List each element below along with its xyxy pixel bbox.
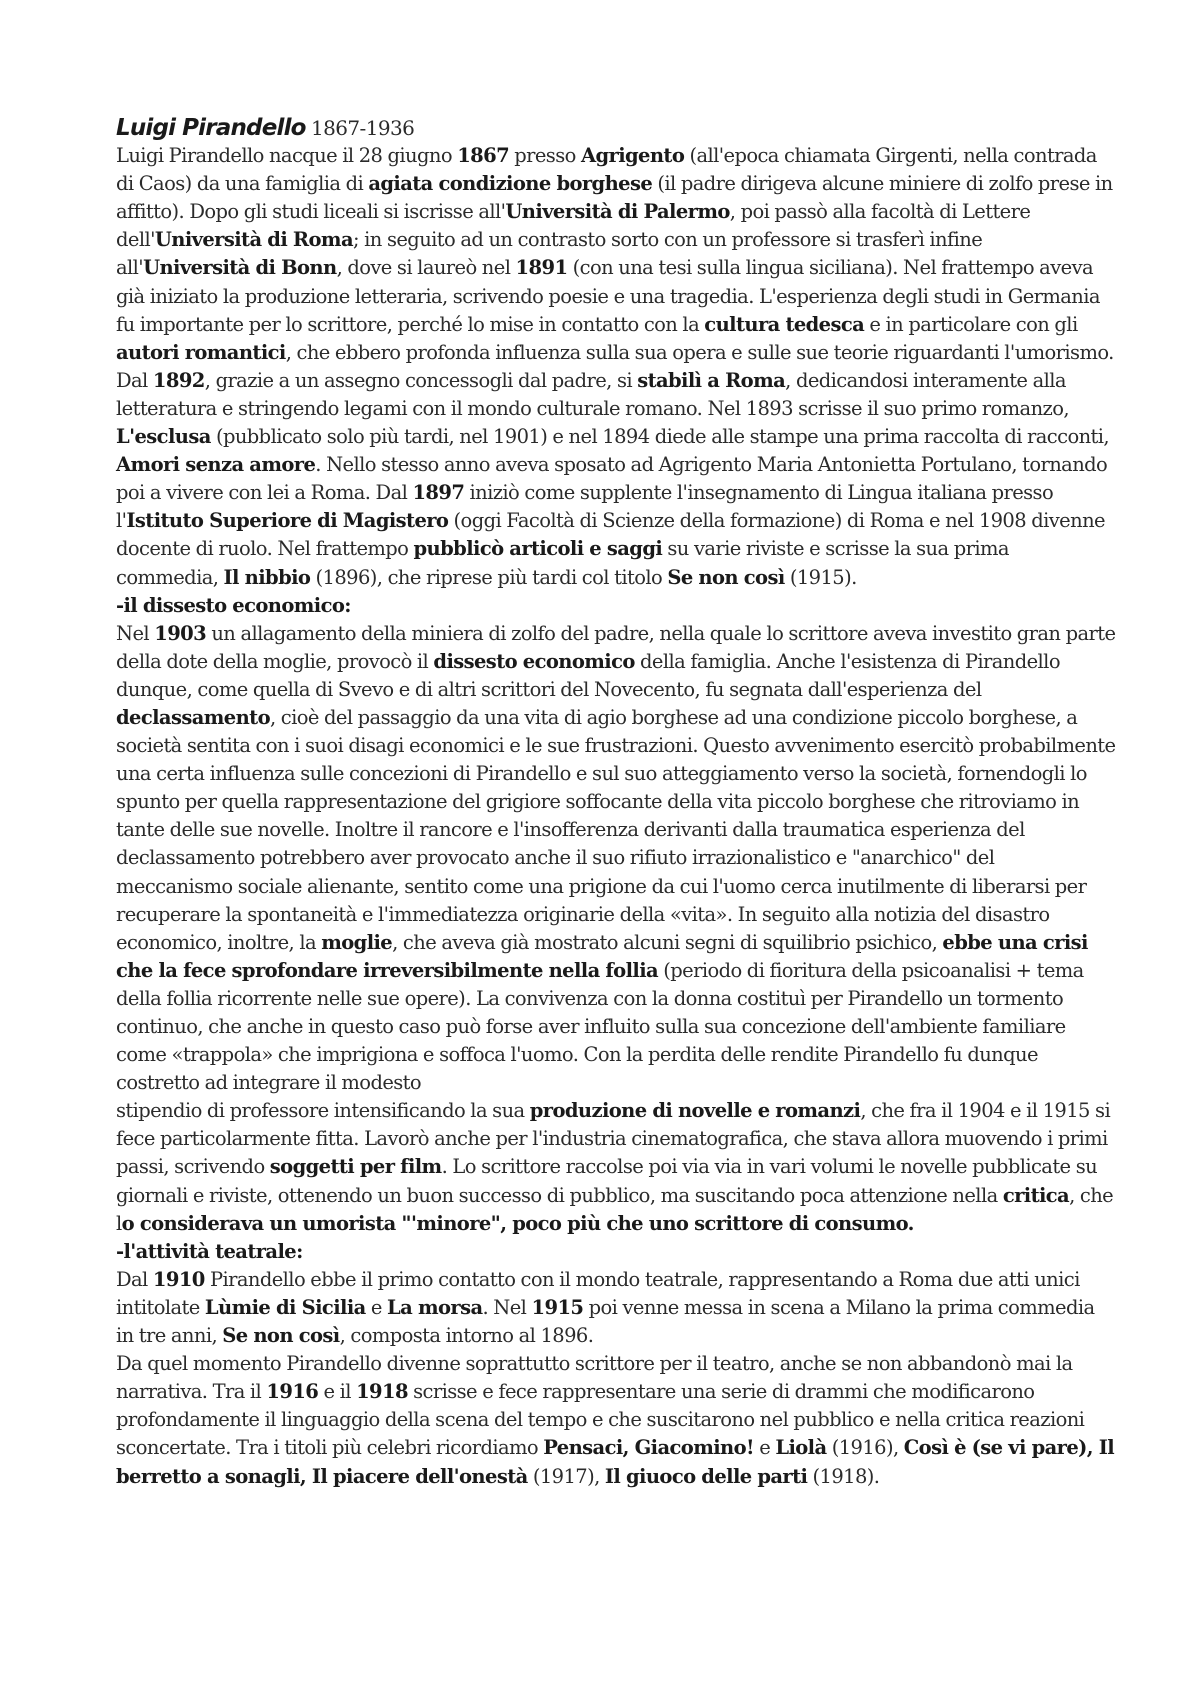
- text-run: , composta intorno al 1896.: [339, 1324, 594, 1348]
- title-line: [116, 114, 1116, 142]
- document-page: [116, 114, 1116, 1491]
- text-run: e in particolare con gli: [864, 312, 1078, 336]
- bold-text: produzione di novelle e romanzi: [529, 1099, 861, 1123]
- bold-text: pubblicò articoli e saggi: [413, 537, 663, 561]
- text-run: scrisse e fece rappresentare una serie di drammi che modificarono profondamente il linguaggio della scena del tempo e che suscitarono nel pubblico e nella critica reazioni sconcertate. Tra i titoli più celebri ricordiamo: [116, 1380, 1085, 1460]
- text-run: ; in seguito ad un contrasto sorto con un professore si trasferì infine all': [116, 228, 983, 280]
- bold-text: critica: [1002, 1183, 1070, 1207]
- bold-text: 1892: [152, 368, 205, 392]
- bold-text: stabilì a Roma: [637, 368, 786, 392]
- bold-text: Pensaci, Giacomino!: [543, 1436, 754, 1460]
- bold-text: 1910: [152, 1267, 205, 1291]
- bold-text: Istituto Superiore di Magistero: [126, 509, 449, 533]
- bold-text: 1918: [356, 1380, 408, 1404]
- bold-text: agiata condizione borghese: [368, 172, 653, 196]
- text-run: . Lo scrittore raccolse poi via via in vari volumi le novelle pubblicate su giornali e riviste, ottenendo un buon successo di pubblico, ma suscitando poca attenzione nella: [116, 1155, 1098, 1207]
- text-run: (1918).: [807, 1464, 880, 1488]
- bold-text: Università di Roma: [154, 228, 353, 252]
- bold-text: Lùmie di Sicilia: [204, 1295, 366, 1319]
- bold-text: Università di Palermo: [505, 200, 730, 224]
- text-run: iniziò come supplente l'insegnamento di Lingua italiana presso l': [116, 481, 1054, 533]
- bold-text: -l'attività teatrale:: [116, 1239, 303, 1263]
- text-run: , dove si laureò nel: [336, 256, 516, 280]
- text-run: (con una tesi sulla lingua siciliana). Nel frattempo aveva già iniziato la produzione letteraria, scrivendo poesie e una tragedia. L'esperienza degli studi in Germania fu importante per lo scrittore, perché lo mise in contatto con la: [116, 256, 1100, 336]
- text-run: . Nello stesso anno aveva sposato ad Agrigento Maria Antonietta Portulano, tornando poi a vivere con lei a Roma. Dal: [116, 453, 1108, 505]
- bold-text: 1916: [266, 1380, 319, 1404]
- bold-text: declassamento: [116, 705, 270, 729]
- text-run: e: [365, 1295, 388, 1319]
- bold-text: Agrigento: [580, 144, 685, 168]
- text-run: Pirandello ebbe il primo contatto con il mondo teatrale, rappresentando a Roma due atti unici intitolate: [116, 1267, 1080, 1319]
- bold-text: soggetti per film: [269, 1155, 442, 1179]
- text-run: , che fra il 1904 e il 1915 si fece particolarmente fitta. Lavorò anche per l'industria cinematografica, che stava allora muovendo i primi passi, scrivendo: [116, 1099, 1111, 1179]
- text-run: , che l: [116, 1183, 1114, 1235]
- text-run: , grazie a un assegno concessogli dal padre, si: [204, 368, 638, 392]
- text-run: (oggi Facoltà di Scienze della formazione) di Roma e nel 1908 divenne docente di ruolo. Nel frattempo: [116, 509, 1105, 561]
- text-run: , dedicandosi interamente alla letteratura e stringendo legami con il mondo culturale romano. Nel 1893 scrisse il suo primo romanzo,: [116, 368, 1069, 420]
- text-run: (pubblicato solo più tardi, nel 1901) e nel 1894 diede alle stampe una prima raccolta di racconti,: [210, 425, 1110, 449]
- text-run: un allagamento della miniera di zolfo del padre, nella quale lo scrittore aveva investito gran parte della dote della moglie, provocò il: [116, 621, 1116, 673]
- bold-text: Amori senza amore: [116, 453, 316, 477]
- bold-text: 1891: [515, 256, 568, 280]
- text-run: stipendio di professore intensificando la sua: [116, 1099, 530, 1123]
- text-run: (periodo di fioritura della psicoanalisi + tema della follia ricorrente nelle sue opere). La convivenza con la donna costituì per Pirandello un tormento continuo, che anche in questo caso può forse aver influito sulla sua concezione dell'ambiente familiare come «trappola» che imprigiona e soffoca l'uomo. Con la perdita delle rendite Pirandello fu dunque costretto ad integrare il modesto: [116, 958, 1084, 1095]
- bold-text: La morsa: [387, 1295, 483, 1319]
- title-name: Luigi Pirandello: [116, 115, 306, 141]
- text-run: su varie riviste e scrisse la sua prima commedia,: [116, 537, 1009, 589]
- paragraph: [116, 620, 1116, 1098]
- section-heading: [116, 1238, 1116, 1266]
- paragraph: [116, 1266, 1116, 1350]
- text-run: Luigi Pirandello nacque il 28 giugno: [116, 144, 458, 168]
- bold-text: 1915: [531, 1295, 584, 1319]
- body-text: [116, 142, 1116, 1491]
- text-run: e il: [318, 1380, 357, 1404]
- text-run: della famiglia. Anche l'esistenza di Pirandello dunque, come quella di Svevo e di altri scrittori del Novecento, fu segnata dall'esperienza del: [116, 649, 1060, 701]
- bold-text: 1903: [154, 621, 207, 645]
- bold-text: cultura tedesca: [704, 312, 865, 336]
- bold-text: dissesto economico: [433, 649, 635, 673]
- text-run: , cioè del passaggio da una vita di agio borghese ad una condizione piccolo borghese, a società sentita con i suoi disagi economici e le sue frustrazioni. Questo avvenimento esercitò probabilmente una certa influenza sulle concezioni di Pirandello e sul suo atteggiamento verso la società, fornendogli lo spunto per quella rappresentazione del grigiore soffocante della vita piccolo borghese che ritroviamo in tante delle sue novelle. Inoltre il rancore e l'insofferenza derivanti dalla traumatica esperienza del declassamento potrebbero aver provocato anche il suo rifiuto irrazionalistico e "anarchico" del meccanismo sociale alienante, sentito come una prigione da cui l'uomo cerca inutilmente di liberarsi per recuperare la spontaneità e l'immediatezza originarie della «vita». In seguito alla notizia del disastro economico, inoltre, la: [116, 705, 1116, 954]
- bold-text: o considerava un umorista "'minore", poco più che uno scrittore di consumo.: [121, 1211, 914, 1235]
- text-run: . Nel: [482, 1295, 532, 1319]
- bold-text: autori romantici: [116, 340, 286, 364]
- text-run: , che aveva già mostrato alcuni segni di squilibrio psichico,: [392, 930, 943, 954]
- bold-text: 1867: [457, 144, 510, 168]
- bold-text: L'esclusa: [116, 425, 211, 449]
- section-heading: [116, 592, 1116, 620]
- text-run: poi venne messa in scena a Milano la prima commedia in tre anni,: [116, 1295, 1095, 1348]
- text-run: (il padre dirigeva alcune miniere di zolfo prese in affitto). Dopo gli studi liceali si iscrisse all': [116, 172, 1113, 224]
- title-dates: 1867-1936: [311, 116, 415, 140]
- bold-text: Se non così: [222, 1324, 340, 1348]
- text-run: (1916),: [826, 1436, 904, 1460]
- bold-text: moglie: [321, 930, 393, 954]
- text-run: Dal: [116, 1267, 153, 1291]
- text-run: (1915).: [784, 565, 857, 589]
- text-run: , poi passò alla facoltà di Lettere dell': [116, 200, 1031, 252]
- bold-text: Il giuoco delle parti: [604, 1464, 808, 1488]
- text-run: e: [754, 1436, 776, 1460]
- paragraph: [116, 1097, 1116, 1237]
- paragraph: [116, 142, 1116, 592]
- text-run: (all'epoca chiamata Girgenti, nella contrada di Caos) da una famiglia di: [116, 144, 1097, 196]
- bold-text: Se non così: [667, 565, 785, 589]
- text-run: Da quel momento Pirandello divenne soprattutto scrittore per il teatro, anche se non abbandonò mai la narrativa. Tra il: [116, 1352, 1073, 1404]
- bold-text: ebbe una crisi che la fece sprofondare irreversibilmente nella follia: [116, 930, 1088, 982]
- paragraph: [116, 1350, 1116, 1490]
- bold-text: Il nibbio: [223, 565, 311, 589]
- bold-text: -il dissesto economico:: [116, 593, 351, 617]
- text-run: (1896), che riprese più tardi col titolo: [310, 565, 668, 589]
- text-run: presso: [509, 144, 581, 168]
- text-run: (1917),: [527, 1464, 605, 1488]
- bold-text: Università di Bonn: [143, 256, 337, 280]
- bold-text: 1897: [412, 481, 465, 505]
- bold-text: Liolà: [775, 1436, 827, 1460]
- text-run: , che ebbero profonda influenza sulla sua opera e sulle sue teorie riguardanti l'umorismo. Dal: [116, 340, 1114, 392]
- bold-text: Così è (se vi pare), Il berretto a sonagli, Il piacere dell'onestà: [116, 1436, 1115, 1488]
- text-run: Nel: [116, 621, 155, 645]
